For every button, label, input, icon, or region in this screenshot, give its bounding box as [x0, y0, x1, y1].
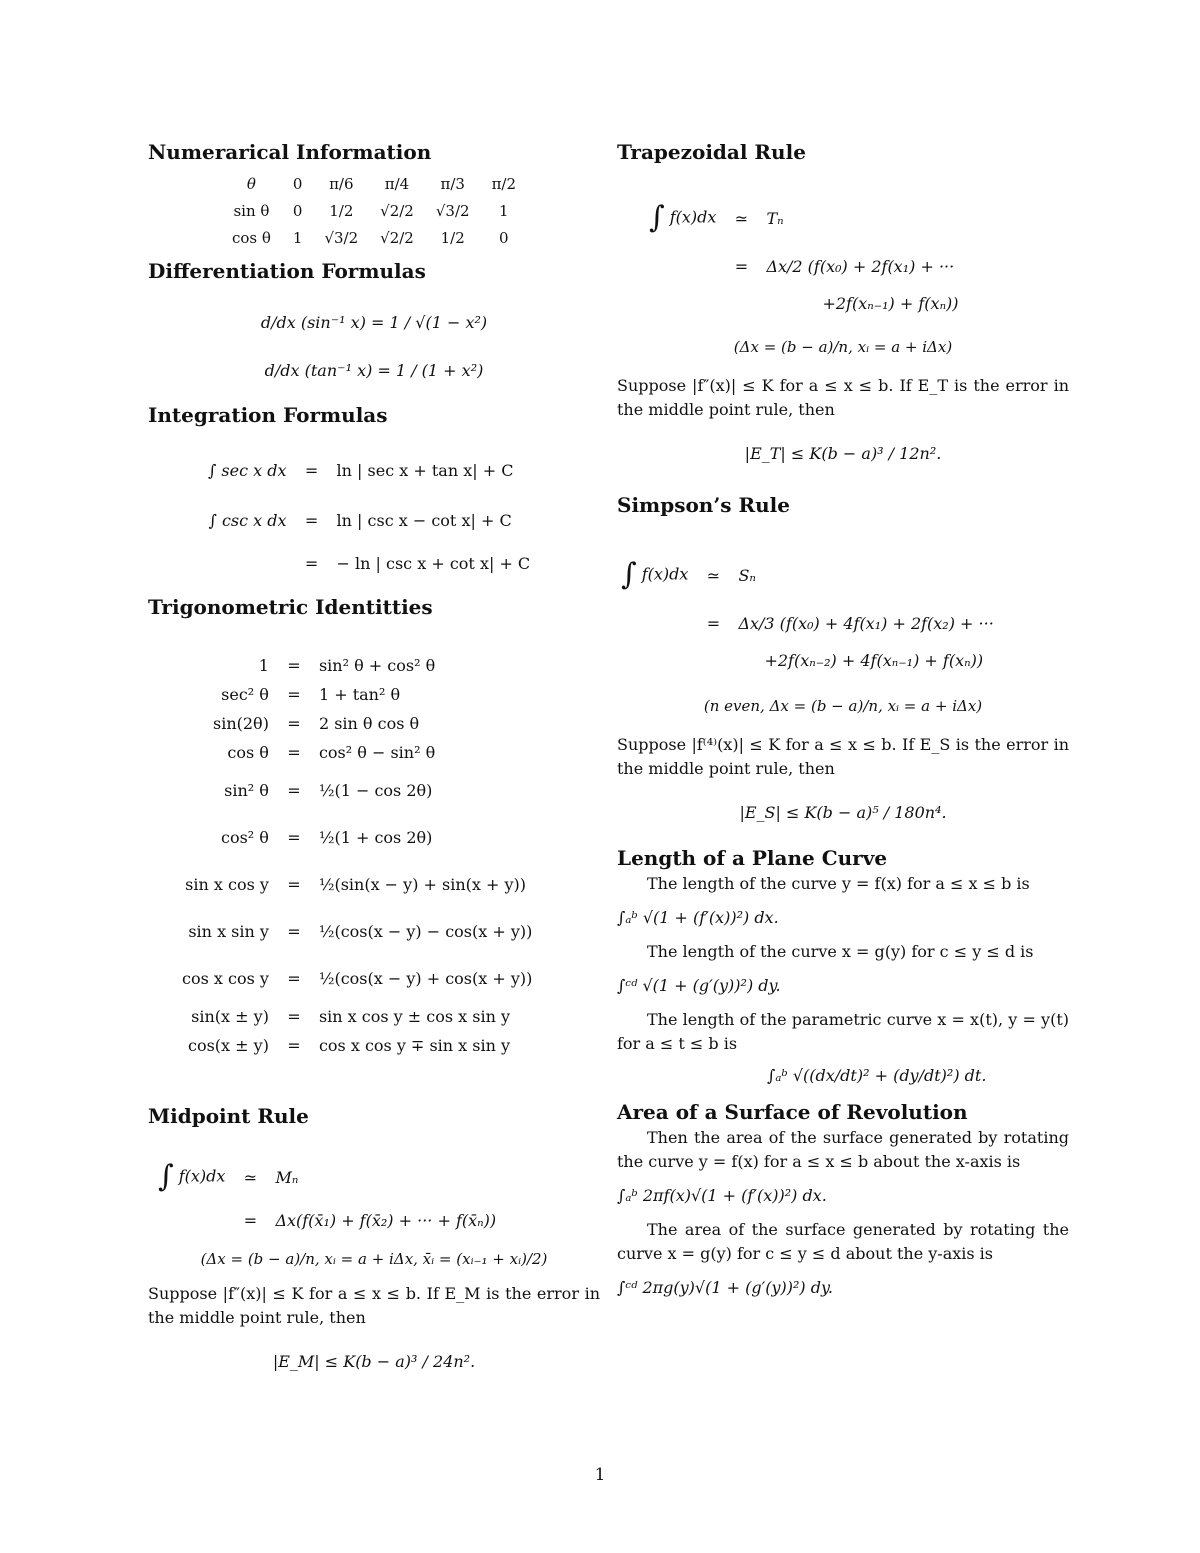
table-cell: 1 [499, 201, 509, 220]
trapezoidal-error-text: Suppose |f″(x)| ≤ K for a ≤ x ≤ b. If E_T is the error in the middle point rule, then [617, 376, 1069, 419]
equation-lhs: 1 [258, 656, 269, 675]
equation-lhs: cos² θ [221, 828, 269, 847]
equation-lhs: cos x cos y [182, 969, 269, 988]
equation-rhs: sin² θ + cos² θ [318, 656, 436, 675]
simpson-parameters: (n even, Δx = (b − a)/n, xᵢ = a + iΔx) [703, 697, 983, 715]
table-cell: π/6 [329, 174, 354, 193]
formula-d-arctan: d/dx (tan⁻¹ x) = 1 / (1 + x²) [264, 361, 484, 380]
equation-rhs: Tₙ [766, 208, 784, 228]
equation-lhs: sin² θ [224, 781, 269, 800]
section-title-surface-area: Area of a Surface of Revolution [617, 1100, 968, 1124]
table-cell: sin θ [233, 201, 270, 220]
table-cell: π/3 [440, 174, 465, 193]
surface-area-text-1: Then the area of the surface generated by rotating the curve y = f(x) for a ≤ x ≤ b about the x-axis is [617, 1128, 1069, 1171]
equation-row: cos θ = cos² θ − sin² θ [178, 738, 536, 767]
equation-row: cos² θ = ½(1 + cos 2θ) [178, 814, 536, 861]
equation-rhs: +2f(xₙ₋₂) + 4f(xₙ₋₁) + f(xₙ)) [764, 650, 984, 670]
trapezoidal-formula [645, 192, 963, 318]
equation-row: cos(x ± y) = cos x cos y ∓ sin x sin y [178, 1031, 536, 1060]
trig-values-table [221, 170, 527, 251]
formula-d-arcsin: d/dx (sin⁻¹ x) = 1 / √(1 − x²) [260, 313, 488, 332]
equation-rhs: ½(cos(x − y) + cos(x + y)) [318, 969, 533, 988]
equation-row [617, 601, 998, 645]
section-title-numerical: Numerarical Information [148, 140, 432, 164]
integral-sign-icon: ∫ [621, 557, 637, 592]
table-cell: √3/2 [324, 228, 359, 247]
equation-relation: = [243, 1210, 258, 1230]
equation-lhs: sin x sin y [188, 922, 269, 941]
midpoint-parameters: (Δx = (b − a)/n, xᵢ = a + iΔx, x̄ᵢ = (xᵢ₋₁ + xᵢ)/2) [200, 1250, 548, 1268]
equation-row: 1 = sin² θ + cos² θ [178, 651, 536, 680]
equation-row [154, 1150, 500, 1204]
equation-rhs: ½(1 − cos 2θ) [318, 781, 433, 800]
equation-lhs: ∫ f(x)dx [649, 200, 717, 235]
equation-rhs: cos² θ − sin² θ [318, 743, 436, 762]
midpoint-error-bound: |E_M| ≤ K(b − a)³ / 24n². [272, 1352, 476, 1371]
equation-relation: = [706, 613, 721, 633]
table-cell: 0 [499, 228, 509, 247]
table-row [221, 197, 527, 224]
equation-row [645, 192, 963, 244]
table-cell: 1/2 [440, 228, 465, 247]
equation-rhs: 2 sin θ cos θ [318, 714, 420, 733]
equation-rhs: Δx/2 (f(x₀) + 2f(x₁) + ··· [766, 256, 955, 276]
curve-length-text-2: The length of the curve x = g(y) for c ≤ y ≤ d is [647, 942, 1034, 961]
equation-relation: = [304, 553, 319, 573]
integral-sign-icon: ∫ [649, 200, 665, 235]
trapezoidal-error-bound: |E_T| ≤ K(b − a)³ / 12n². [744, 444, 942, 463]
midpoint-formula [154, 1150, 500, 1236]
equation-row: sin² θ = ½(1 − cos 2θ) [178, 767, 536, 814]
equation-lhs: sin x cos y [185, 875, 269, 894]
section-title-trig-identities: Trigonometric Identitties [148, 595, 433, 619]
table-cell: 0 [292, 174, 303, 193]
table-cell: √2/2 [380, 228, 414, 247]
curve-length-formula-1: ∫ₐᵇ √(1 + (f′(x))²) dx. [617, 908, 779, 927]
equation-rhs: Δx/3 (f(x₀) + 4f(x₁) + 2f(x₂) + ··· [738, 613, 994, 633]
equation-rhs: 1 + tan² θ [318, 685, 401, 704]
table-cell: cos θ [231, 228, 271, 247]
equation-row [154, 1204, 500, 1236]
equation-lhs: ∫ csc x dx [208, 510, 287, 530]
equation-relation: ≃ [734, 208, 749, 228]
equation-relation: ≃ [243, 1167, 258, 1187]
equation-row [204, 545, 534, 581]
equation-row: cos x cos y = ½(cos(x − y) + cos(x + y)) [178, 955, 536, 1002]
equation-relation: = [304, 460, 319, 480]
equation-row: sin(x ± y) = sin x cos y ± cos x sin y [178, 1002, 536, 1031]
curve-length-formula-3: ∫ₐᵇ √((dx/dt)² + (dy/dt)²) dt. [767, 1066, 987, 1085]
equation-relation: ≃ [706, 565, 721, 585]
equation-lhs: ∫ f(x)dx [158, 1159, 226, 1194]
table-cell: 0 [292, 201, 303, 220]
equation-lhs: ∫ sec x dx [208, 460, 287, 480]
section-title-trapezoidal: Trapezoidal Rule [617, 140, 806, 164]
equation-rhs: Δx(f(x̄₁) + f(x̄₂) + ··· + f(x̄ₙ)) [275, 1210, 497, 1230]
curve-length-text-3: The length of the parametric curve x = x(t), y = y(t) for a ≤ t ≤ b is [617, 1010, 1069, 1053]
section-title-midpoint: Midpoint Rule [148, 1104, 309, 1128]
table-cell: 1/2 [329, 201, 354, 220]
equation-lhs: sin(2θ) [213, 714, 269, 733]
equation-row [645, 288, 963, 318]
section-title-curve-length: Length of a Plane Curve [617, 846, 888, 870]
table-cell: √2/2 [380, 201, 414, 220]
equation-lhs: cos(x ± y) [188, 1036, 269, 1055]
section-title-simpson: Simpson’s Rule [617, 493, 790, 517]
equation-lhs: ∫ f(x)dx [621, 557, 689, 592]
simpson-formula [617, 549, 998, 675]
equation-rhs: ln | sec x + tan x| + C [336, 460, 514, 480]
differentiation-formulas [148, 299, 600, 395]
table-cell: √3/2 [435, 201, 470, 220]
equation-relation: = [734, 256, 749, 276]
section-title-integration: Integration Formulas [148, 403, 388, 427]
trig-identities [178, 651, 536, 1060]
equation-row: sin x sin y = ½(cos(x − y) − cos(x + y)) [178, 908, 536, 955]
left-column [148, 138, 600, 1371]
equation-lhs: sec² θ [221, 685, 269, 704]
table-row [221, 224, 527, 251]
table-cell: π/2 [491, 174, 517, 193]
equation-lhs: cos θ [227, 743, 269, 762]
table-cell: π/4 [384, 174, 410, 193]
equation-rhs: cos x cos y ∓ sin x sin y [318, 1036, 511, 1055]
simpson-error-bound: |E_S| ≤ K(b − a)⁵ / 180n⁴. [739, 803, 947, 822]
table-cell: θ [246, 174, 256, 193]
table-row [221, 170, 527, 197]
table-cell: 1 [292, 228, 303, 247]
equation-lhs: sin(x ± y) [191, 1007, 269, 1026]
equation-relation: = [304, 510, 319, 530]
equation-row: sec² θ = 1 + tan² θ [178, 680, 536, 709]
equation-row [617, 645, 998, 675]
equation-rhs: ln | csc x − cot x| + C [336, 510, 512, 530]
surface-area-text-2: The area of the surface generated by rotating the curve x = g(y) for c ≤ y ≤ d about the y-axis is [617, 1220, 1069, 1263]
curve-length-text-1: The length of the curve y = f(x) for a ≤ x ≤ b is [647, 874, 1030, 893]
equation-rhs: ½(cos(x − y) − cos(x + y)) [318, 922, 533, 941]
surface-area-formula-2: ∫ᶜᵈ 2πg(y)√(1 + (g′(y))²) dy. [617, 1278, 833, 1297]
integral-sign-icon: ∫ [158, 1159, 174, 1194]
equation-row [617, 549, 998, 601]
equation-row [645, 244, 963, 288]
equation-rhs: sin x cos y ± cos x sin y [318, 1007, 511, 1026]
equation-rhs: ½(1 + cos 2θ) [318, 828, 433, 847]
equation-row: sin(2θ) = 2 sin θ cos θ [178, 709, 536, 738]
equation-rhs: − ln | csc x + cot x| + C [336, 553, 531, 573]
equation-rhs: Mₙ [275, 1167, 299, 1187]
right-column [617, 138, 1069, 1310]
equation-row [204, 495, 534, 545]
section-title-differentiation: Differentiation Formulas [148, 259, 426, 283]
trapezoidal-parameters: (Δx = (b − a)/n, xᵢ = a + iΔx) [733, 338, 953, 356]
page-number: 1 [594, 1465, 606, 1485]
equation-rhs: Sₙ [738, 565, 756, 585]
midpoint-error-text: Suppose |f″(x)| ≤ K for a ≤ x ≤ b. If E_M is the error in the middle point rule, then [148, 1284, 600, 1327]
integration-formulas [204, 445, 534, 581]
curve-length-formula-2: ∫ᶜᵈ √(1 + (g′(y))²) dy. [617, 976, 781, 995]
equation-row: sin x cos y = ½(sin(x − y) + sin(x + y)) [178, 861, 536, 908]
surface-area-formula-1: ∫ₐᵇ 2πf(x)√(1 + (f′(x))²) dx. [617, 1186, 827, 1205]
equation-rhs: ½(sin(x − y) + sin(x + y)) [318, 875, 527, 894]
simpson-error-text: Suppose |f⁽⁴⁾(x)| ≤ K for a ≤ x ≤ b. If E_S is the error in the middle point rule, then [617, 735, 1069, 778]
equation-row [204, 445, 534, 495]
equation-rhs: +2f(xₙ₋₁) + f(xₙ)) [822, 293, 959, 313]
